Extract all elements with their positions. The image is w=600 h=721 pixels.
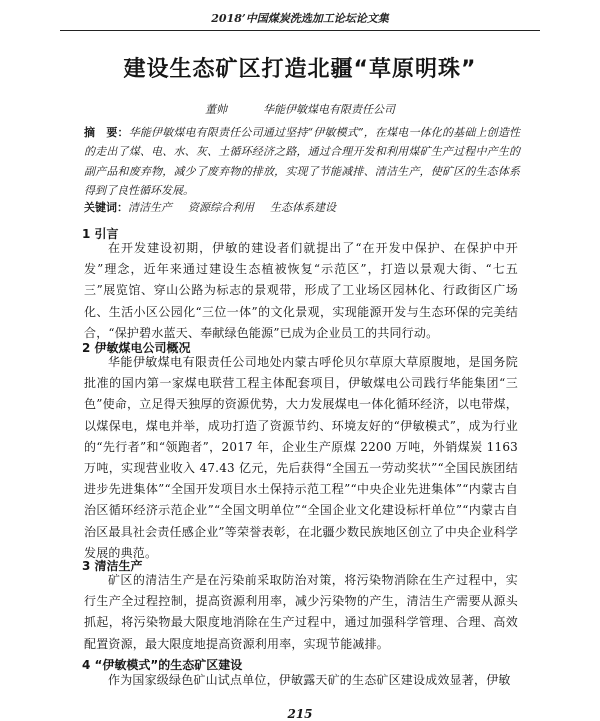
section-paragraph: 作为国家级绿色矿山试点单位，伊敏露天矿的生态矿区建设成效显著，伊敏 bbox=[108, 673, 511, 687]
keyword: 生态体系建设 bbox=[270, 201, 336, 214]
keyword: 资源综合利用 bbox=[188, 201, 254, 214]
section-paragraph: 矿区的清洁生产是在污染前采取防治对策，将污染物消除在生产过程中，实行生产全过程控制，提高资源利用率，减少污染物的产生，清洁生产需要从源头抓起，将污染物最大限度地消除在生产过程中，通过加强科学管理、合理、高效配置资源，最大限度地提高资源利用率，实现节能减排。 bbox=[84, 573, 518, 651]
section-heading-yimin-model: 4 “伊敏模式”的生态矿区建设 bbox=[82, 658, 243, 672]
abstract-text: 华能伊敏煤电有限责任公司通过坚持“伊敏模式”，在煤电一体化的基础上创造性的走出了煤、电、水、灰、土循环经济之路，通过合理开发和利用煤矿生产过程中产生的副产品和废弃物，减少了废弃物的排放，实现了节能减排、清洁生产，使矿区的生态体系得到了良性循环发展。 bbox=[84, 126, 521, 198]
section-paragraph: 在开发建设初期，伊敏的建设者们就提出了“在开发中保护、在保护中开发”理念，近年来通过建设生态植被恢复“示范区”，打造以景观大街、“七五三”展览馆、穿山公路为标志的景观带，形成了工业场区园林化、行政街区广场化、生活小区公园化“三位一体”的文化景观，实现能源开发与生态环保的完美结合，“保护碧水蓝天、奉献绿色能源”已成为企业员工的共同行动。 bbox=[84, 241, 518, 340]
running-header: 2018’中国煤炭洗选加工论坛论文集 bbox=[211, 12, 389, 25]
section-heading-clean-production: 3 清洁生产 bbox=[82, 559, 143, 573]
header-rule bbox=[60, 30, 540, 31]
author-affiliation: 华能伊敏煤电有限责任公司 bbox=[263, 103, 395, 116]
section-heading-introduction: 1 引言 bbox=[82, 227, 119, 241]
keyword: 清洁生产 bbox=[128, 201, 172, 214]
abstract bbox=[84, 123, 520, 201]
keywords bbox=[84, 199, 520, 215]
section-paragraph: 华能伊敏煤电有限责任公司地处内蒙古呼伦贝尔草原大草原腹地，是国务院批准的国内第一家煤电联营工程主体配套项目，伊敏煤电公司践行华能集团“三色”使命，立足得天独厚的资源优势，大力发展煤电一体化循环经济，以电带煤，以煤保电，煤电并举，成功打造了资源节约、环境友好的“伊敏模式”，成为行业的“先行者”和“领跑者”，2017 年，企业生产原煤 2200 万吨，外销煤炭 1163 万吨，实现营业收入 47.43 亿元，先后获得“全国五一劳动奖状”“全国民族团结进步先进集体”“全国开发项目水土保持示范工程”“中央企业先进集体”“内蒙古自治区循环经济示范企业”“全国文明单位”“全国企业文化建设标杆单位”“内蒙古自治区最具社会责任感企业”等荣誉表彰，在北疆少数民族地区创立了中央企业科学发展的典范。 bbox=[84, 355, 518, 560]
section-heading-company-overview: 2 伊敏煤电公司概况 bbox=[82, 341, 191, 355]
abstract-label: 摘 要： bbox=[84, 126, 129, 139]
page-number: 215 bbox=[287, 707, 313, 721]
author-name: 董帅 bbox=[205, 103, 227, 116]
author-line bbox=[60, 101, 540, 117]
paper-title: 建设生态矿区打造北疆“草原明珠” bbox=[123, 57, 477, 82]
keywords-label: 关键词： bbox=[84, 201, 128, 214]
